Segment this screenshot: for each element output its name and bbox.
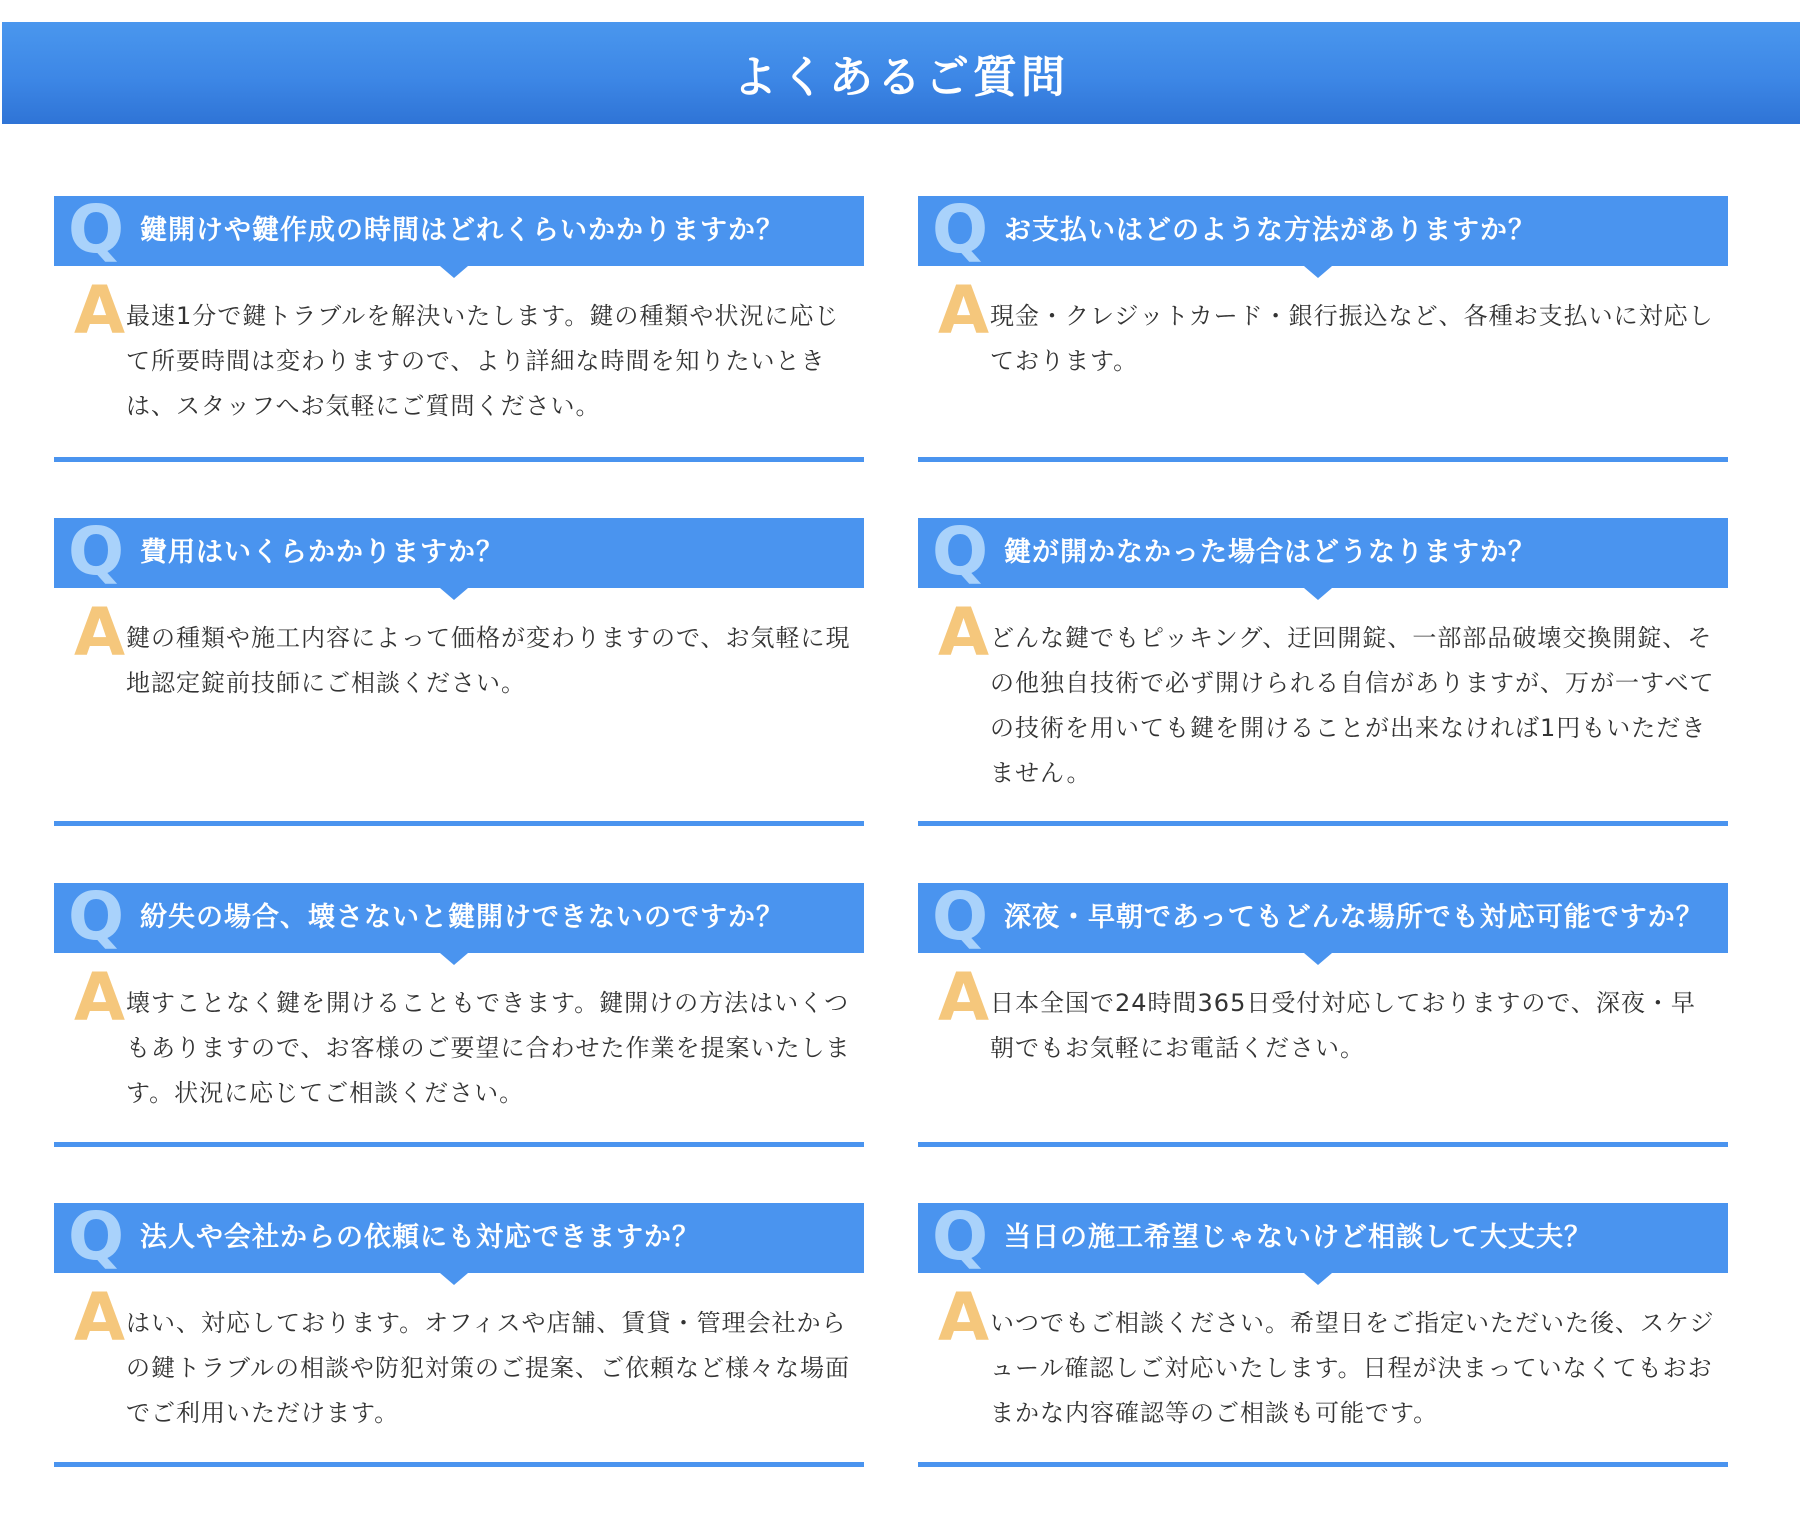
question-text: 紛失の場合、壊さないと鍵開けできないのですか？: [140, 902, 784, 933]
question-bar[interactable]: [918, 191, 1728, 268]
a-icon: A: [938, 594, 990, 671]
q-icon: Q: [68, 878, 125, 955]
faq-item: [918, 878, 1728, 1153]
faq-item: [918, 191, 1728, 466]
divider: [54, 821, 864, 826]
question-bar[interactable]: [918, 513, 1728, 590]
q-icon: Q: [68, 191, 125, 268]
faq-item: [54, 1198, 864, 1473]
faq-item: [918, 513, 1728, 830]
answer-text: 日本全国で24時間365日受付対応しておりますので、深夜・早朝でもお気軽にお電話ください。: [990, 989, 1696, 1062]
answer-text: 壊すことなく鍵を開けることもできます。鍵開けの方法はいくつもありますので、お客様のご要望に合わせた作業を提案いたします。状況に応じてご相談ください。: [126, 989, 851, 1107]
divider: [54, 1142, 864, 1147]
faq-header: [2, 22, 1800, 124]
answer-text: いつでもご相談ください。希望日をご指定いただいた後、スケジュール確認しご対応いたします。日程が決まっていなくてもおおまかな内容確認等のご相談も可能です。: [990, 1309, 1715, 1427]
faq-item: [54, 878, 864, 1153]
answer-text: 最速1分で鍵トラブルを解決いたします。鍵の種類や状況に応じて所要時間は変わりますので、より詳細な時間を知りたいときは、スタッフへお気軽にご質問ください。: [126, 302, 840, 420]
question-bar[interactable]: [54, 1198, 864, 1275]
a-icon: A: [74, 594, 126, 671]
divider: [918, 1142, 1728, 1147]
answer-text: 鍵の種類や施工内容によって価格が変わりますので、お気軽に現地認定錠前技師にご相談ください。: [126, 624, 851, 697]
question-text: 費用はいくらかかりますか？: [140, 537, 504, 568]
a-icon: A: [938, 272, 990, 349]
faq-item: [54, 191, 864, 466]
divider: [918, 821, 1728, 826]
question-text: 深夜・早朝であってもどんな場所でも対応可能ですか？: [1004, 902, 1704, 933]
question-text: 当日の施工希望じゃないけど相談して大丈夫？: [1004, 1222, 1592, 1253]
a-icon: A: [938, 959, 990, 1036]
faq-item: [918, 1198, 1728, 1473]
question-bar[interactable]: [918, 1198, 1728, 1275]
question-bar[interactable]: [54, 191, 864, 268]
question-bar[interactable]: [918, 878, 1728, 955]
q-icon: Q: [932, 191, 989, 268]
divider: [54, 1462, 864, 1467]
a-icon: A: [74, 959, 126, 1036]
q-icon: Q: [932, 878, 989, 955]
divider: [918, 1462, 1728, 1467]
a-icon: A: [938, 1279, 990, 1356]
q-icon: Q: [932, 513, 989, 590]
question-text: お支払いはどのような方法がありますか？: [1004, 215, 1536, 246]
answer-text: 現金・クレジットカード・銀行振込など、各種お支払いに対応しております。: [990, 302, 1714, 375]
question-text: 鍵が開かなかった場合はどうなりますか？: [1004, 537, 1536, 568]
a-icon: A: [74, 272, 126, 349]
answer-text: どんな鍵でもピッキング、迂回開錠、一部部品破壊交換開錠、その他独自技術で必ず開けられる自信がありますが、万が一すべての技術を用いても鍵を開けることが出来なければ1円もいただきません。: [990, 624, 1715, 787]
q-icon: Q: [68, 513, 125, 590]
divider: [918, 457, 1728, 462]
question-bar[interactable]: [54, 878, 864, 955]
a-icon: A: [74, 1279, 126, 1356]
divider: [54, 457, 864, 462]
faq-item: [54, 513, 864, 830]
q-icon: Q: [68, 1198, 125, 1275]
answer-text: はい、対応しております。オフィスや店舗、賃貸・管理会社からの鍵トラブルの相談や防犯対策のご提案、ご依頼など様々な場面でご利用いただけます。: [126, 1309, 851, 1427]
question-bar[interactable]: [54, 513, 864, 590]
q-icon: Q: [932, 1198, 989, 1275]
page-title: よくあるご質問: [733, 52, 1069, 103]
question-text: 鍵開けや鍵作成の時間はどれくらいかかりますか？: [140, 215, 784, 246]
question-text: 法人や会社からの依頼にも対応できますか？: [140, 1222, 700, 1253]
